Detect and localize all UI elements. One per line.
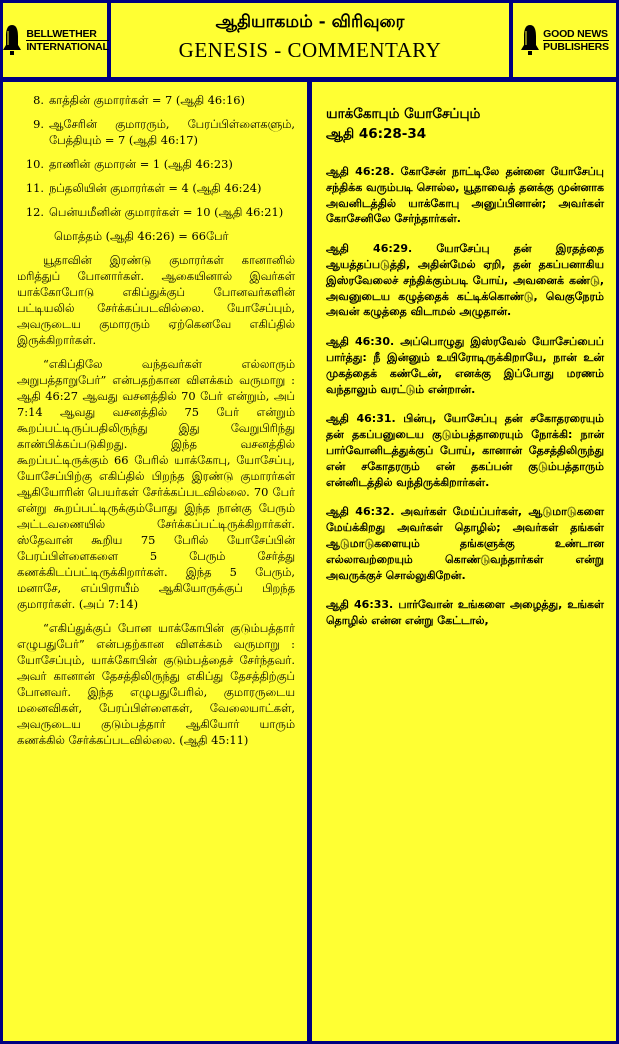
title-english: GENESIS - COMMENTARY — [178, 38, 442, 62]
logo-left-line1: BELLWETHER — [26, 28, 108, 41]
section-heading — [326, 104, 604, 144]
verse: ஆதி 46:31. பின்பு, யோசேப்பு தன் சகோதரரையும் தன் தகப்பனுடைய குடும்பத்தாரையும் நோக்கி: நான் பார்வோனிடத்துக்குப் போய், கானான் தேசத்திலிருந்து என் சகோதரரும் என் தகப்பன் குடும்பத்தாரும் என்னிடத்தில் வந்திருக்கிறார்கள். — [326, 412, 604, 489]
logo-right-line2: PUBLISHERS — [543, 40, 609, 53]
logo-right-line1: GOOD NEWS — [543, 27, 608, 40]
item-text: ஆசேரின் குமாரரும், பேரப்பிள்ளைகளும், பேத்தியும் = 7 (ஆதி 46:17) — [49, 117, 295, 147]
right-column — [312, 82, 616, 1041]
item-number: 9. — [33, 117, 44, 131]
item-number: 8. — [33, 93, 44, 107]
verse: ஆதி 46:32. அவர்கள் மேய்ப்பர்கள், ஆடுமாடுகளை மேய்க்கிறது அவர்கள் தொழில்; அவர்கள் தங்கள் ஆடுமாடுகளையும் தங்களுக்கு உண்டான எல்லாவற்றையும் கொண்டுவந்தார்கள் என்று அவருக்குச் சொல்லுகிறேன். — [326, 505, 604, 582]
item-text: நப்தலியின் குமாரர்கள் = 4 (ஆதி 46:24) — [49, 181, 262, 195]
title-tamil: ஆதியாகமம் - விரிவுரை — [215, 12, 405, 32]
page-title-box — [111, 3, 509, 77]
paragraph: “எகிப்துக்குப் போன யாக்கோபின் குடும்பத்தார் எழுபதுபேர்” என்பதற்கான விளக்கம் வருமாறு : யோசேப்பும், யாக்கோபின் குடும்பத்தைச் சேர்ந்தவர். அவர் கானான் தேசத்திலிருந்து எகிப்து தேசத்திற்குப் போனவர். இந்த எழுபதுபேரில், குமாரருடைய மனைவிகள், பேரப்பிள்ளைகள், வேலையாட்கள், அவருடைய குடும்பத்தார் ஆகியோர் யாரும் கணக்கில் சேர்க்கப்படவில்லை. (ஆதி 45:11) — [17, 621, 295, 747]
paragraph: “எகிப்திலே வந்தவர்கள் எல்லாரும் அறுபத்தாறுபேர்” என்பதற்கான விளக்கம் வருமாறு : ஆதி 46:27 ஆவது வசனத்தில் 70 பேர் என்றும், அப் 7:14 ஆவது வசனத்தில் 75 பேர் என்றும் கூறப்பட்டிருப்பதிலிருந்து இது வேறுபிரிந்து காண்பிக்கப்படுகிறது. இந்த வசனத்தில் கூறப்பட்டிருக்கும் 66 பேரில் யாக்கோபு, யோசேப்பு, யோசேப்பிற்கு எகிப்தில் பிறந்த இரண்டு குமாரர்கள் ஆகியோரின் பெயர்கள் சேர்க்கப்படவில்லை. 70 பேர் என்று கூறப்பட்டிருக்கும்போது இந்த நான்கு பேரும் அட்டவணையில் சேர்க்கப்பட்டிருக்கிறார்கள். ஸ்தேவான் கூறிய 75 பேரில் யோசேப்பின் பேரப்பிள்ளைகளை 5 பேரும் சேர்த்து கணக்கிடப்பட்டிருக்கிறார்கள். இந்த 5 பேரும், மனாசே, எப்பிராயீம் ஆகியோருக்குப் பிறந்த குமாரர்கள். (அப் 7:14) — [17, 357, 295, 611]
item-number: 10. — [25, 157, 44, 171]
section-heading-line1: யாக்கோபும் யோசேப்பும் — [326, 106, 481, 122]
verse: ஆதி 46:30. அப்பொழுது இஸ்ரவேல் யோசேப்பைப் பார்த்து: நீ இன்னும் உயிரோடிருக்கிறாயே, நான் உன் முகத்தைக் கண்டேன், எனக்கு இப்போது மரணம் வந்தாலும் வரட்டும் என்றான். — [326, 335, 604, 396]
header-logo-left — [3, 3, 107, 77]
logo-left-line2: INTERNATIONAL — [26, 40, 109, 53]
total-line: மொத்தம் (ஆதி 46:26) = 66பேர் — [54, 229, 229, 243]
left-column — [3, 82, 307, 1041]
list-item — [17, 180, 295, 196]
item-text: தாணின் குமாரன் = 1 (ஆதி 46:23) — [49, 157, 233, 171]
item-text: காத்தின் குமாரர்கள் = 7 (ஆதி 46:16) — [49, 93, 245, 107]
bell-icon — [1, 23, 23, 57]
list-item — [17, 92, 295, 108]
bell-icon — [520, 23, 540, 57]
item-number: 12. — [25, 205, 44, 219]
verse: ஆதி 46:29. யோசேப்பு தன் இரதத்தை ஆயத்தப்படுத்தி, அதின்மேல் ஏறி, தன் தகப்பனாகிய இஸ்ரவேலைச் சந்திக்கும்படி போய், அவனைக் கண்டு, அவனுடைய கழுத்தைக் கட்டிக்கொண்டு, வெகுநேரம் அவன் கழுத்தை விடாமல் அழுதான். — [326, 242, 604, 319]
header-logo-right — [513, 3, 616, 77]
section-heading-line2: ஆதி 46:28-34 — [326, 126, 427, 142]
item-text: பென்யமீனின் குமாரர்கள் = 10 (ஆதி 46:21) — [49, 205, 284, 219]
verse: ஆதி 46:28. கோசேன் நாட்டிலே தன்னை யோசேப்பு சந்திக்க வரும்படி சொல்ல, யூதாவைத் தனக்கு முன்னாக அவனிடத்தில் யாக்கோபு அனுப்பினான்; அவர்கள் கோசேனிலே சேர்ந்தார்கள். — [326, 165, 604, 226]
list-item — [17, 156, 295, 172]
item-number: 11. — [25, 181, 44, 195]
paragraph: யூதாவின் இரண்டு குமாரர்கள் கானானில் மரித்துப் போனார்கள். ஆகையினால் இவர்கள் யாக்கோபோடு எகிப்துக்குப் போனவர்களின் பட்டியலில் சேர்க்கப்படவில்லை. யோசேப்பும், அவருடைய குமாரரும் ஏற்கெனவே எகிப்தில் இருக்கிறார்கள். — [17, 253, 295, 347]
list-item — [17, 204, 295, 220]
verse: ஆதி 46:33. பார்வோன் உங்களை அழைத்து, உங்கள் தொழில் என்ன என்று கேட்டால், — [326, 598, 604, 628]
list-item — [17, 116, 295, 148]
